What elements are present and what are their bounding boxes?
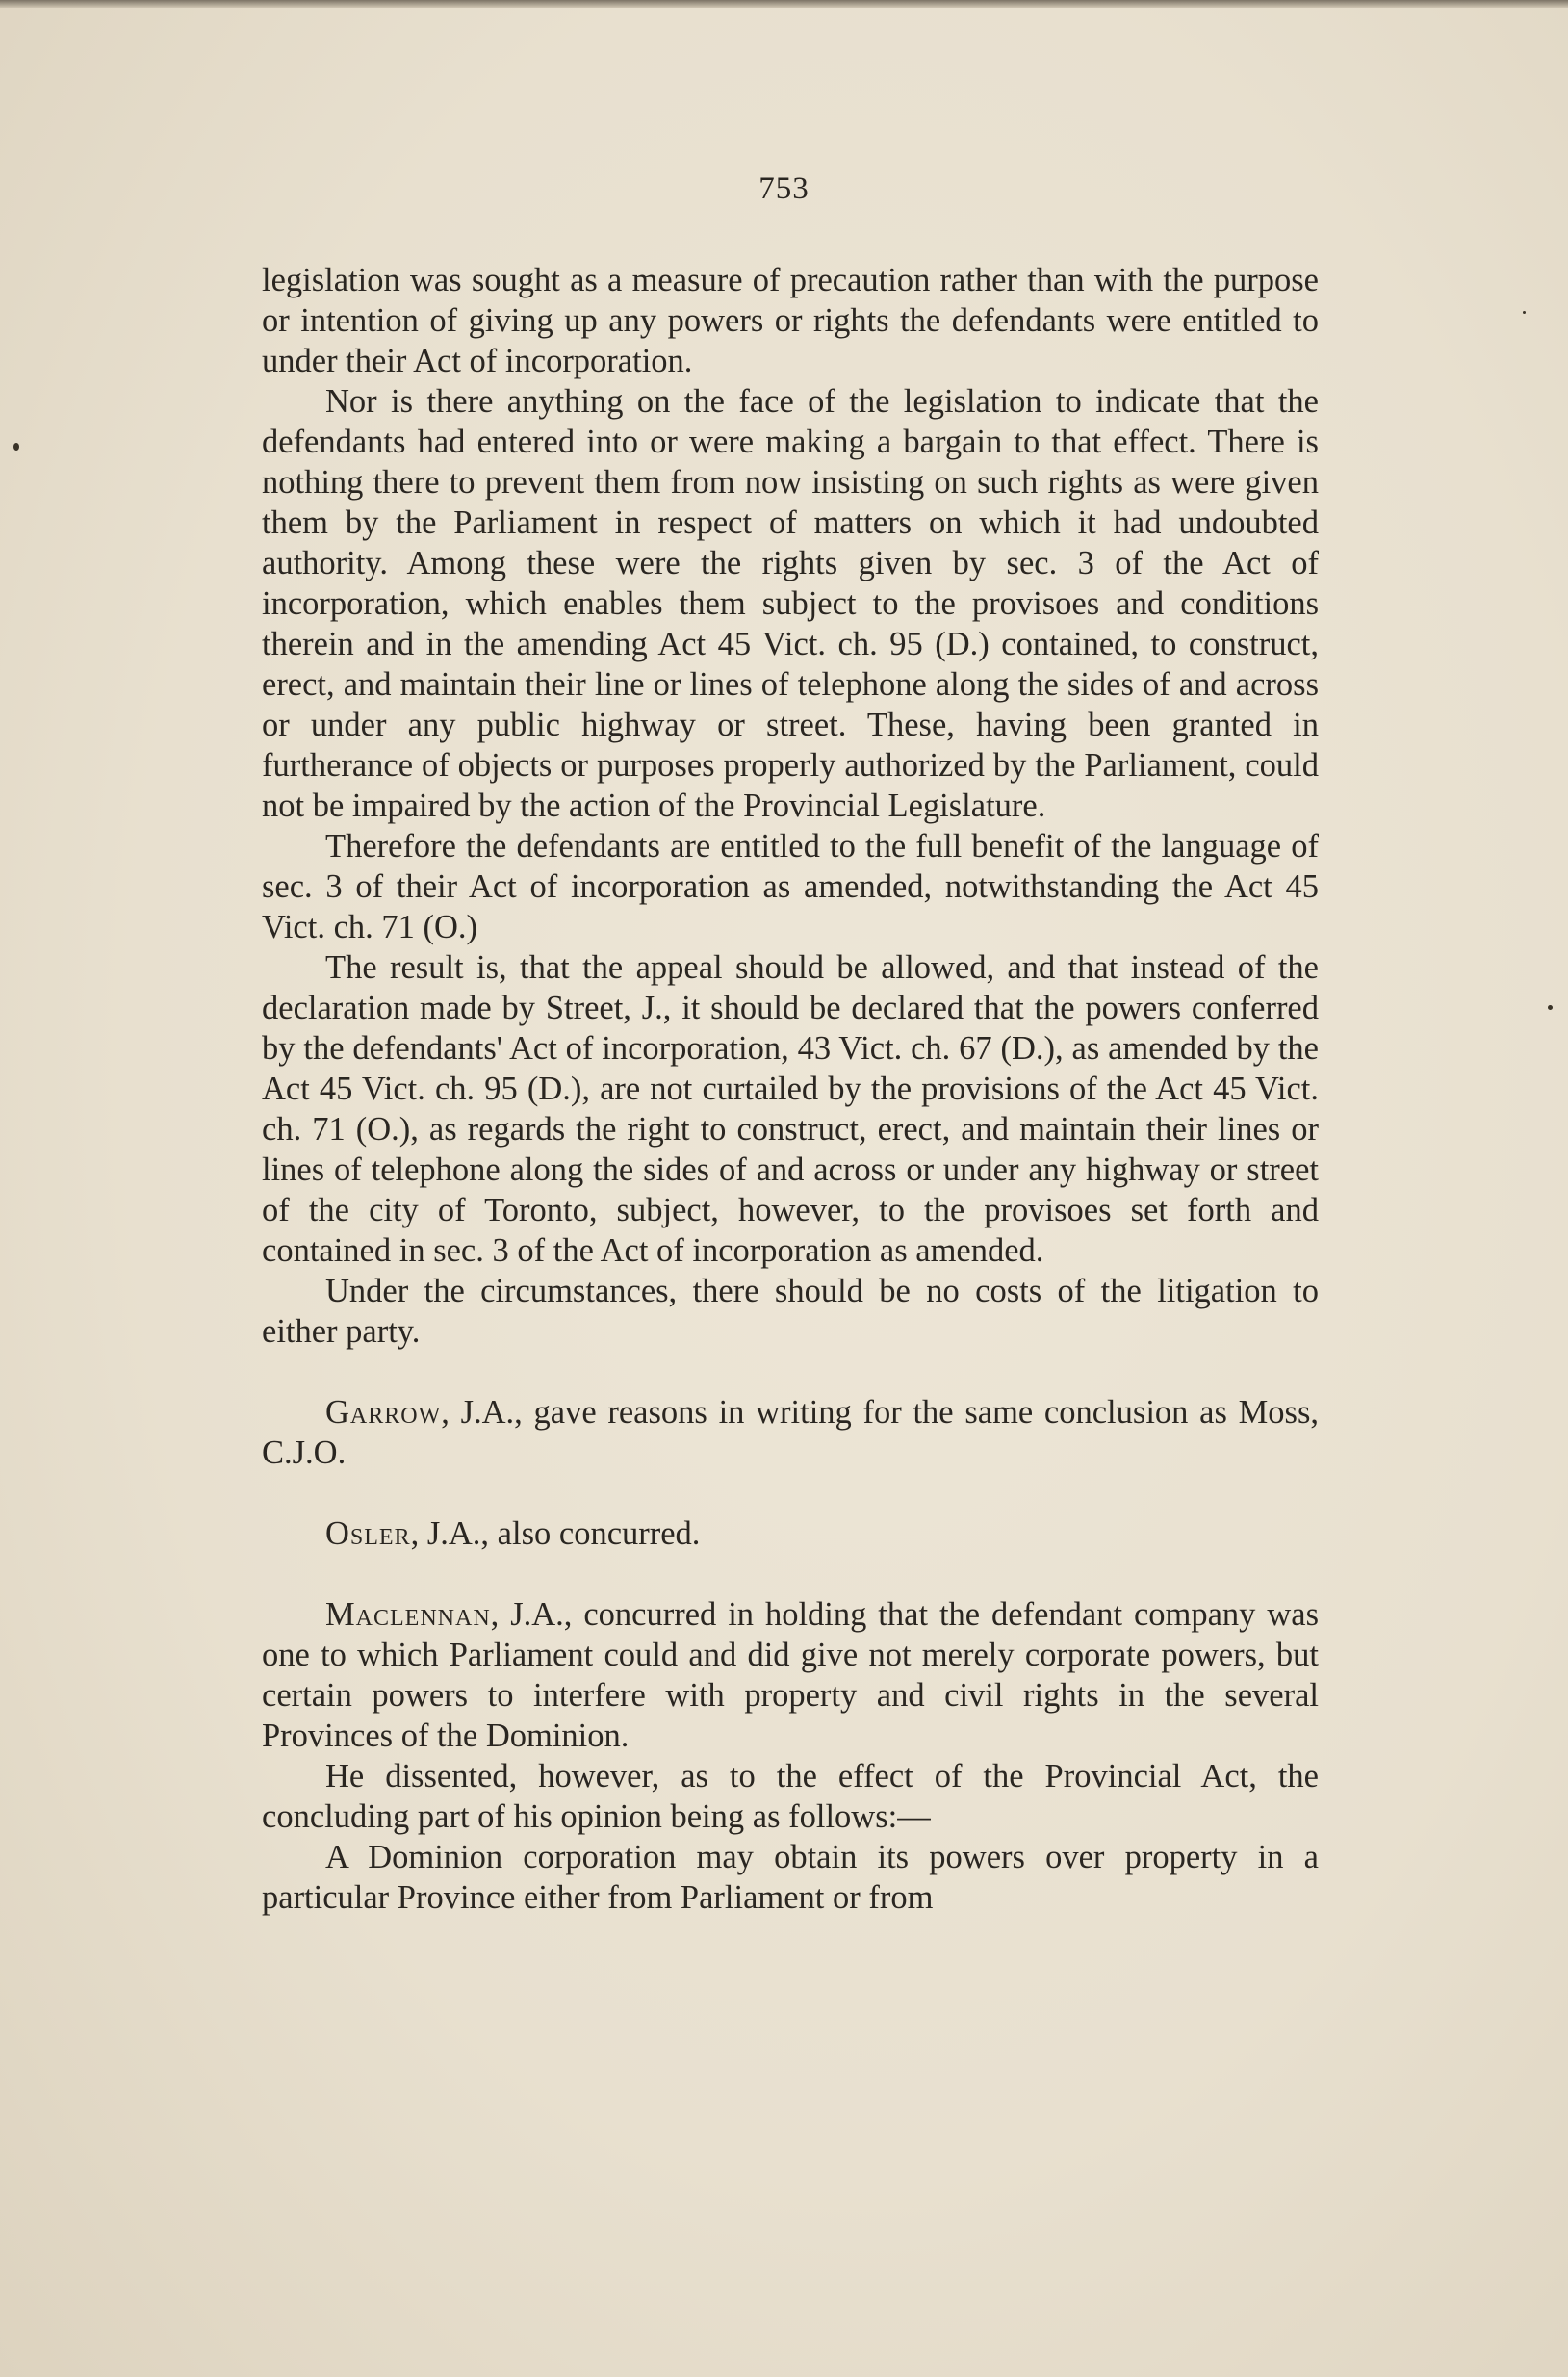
judge-name-maclennan: Maclennan (325, 1596, 491, 1633)
paragraph-garrow-text: , J.A., gave reasons in writing for the same conclusion as Moss, C.J.O. (262, 1394, 1319, 1471)
page-number: 753 (758, 171, 810, 206)
judge-name-osler: Osler (325, 1515, 411, 1552)
margin-speck (13, 443, 19, 451)
judge-name-garrow: Garrow (325, 1394, 442, 1431)
paragraph-maclennan (262, 1594, 1319, 1756)
paragraph-3: Therefore the defendants are entitled to the full benefit of the language of sec. 3 of their Act of incorporation as amended, notwithstanding the Act 45 Vict. ch. 71 (O.) (262, 828, 1319, 945)
paragraph-4: The result is, that the appeal should be allowed, and that instead of the declaration made by Street, J., it should be declared that the powers conferred by the defendants' Act of incorporation, 43 Vict. ch. 67 (D.), as amended by the Act 45 Vict. ch. 95 (D.), are not curtailed by the provisions of the Act 45 Vict. ch. 71 (O.), as regards the right to construct, erect, and maintain their lines or lines of telephone along the sides of and across or under any highway or street of the city of Toronto, subject, however, to the provisoes set forth and contained in sec. 3 of the Act of incorporation as amended. (262, 949, 1319, 1269)
paragraph-1: legislation was sought as a measure of precaution rather than with the purpose or intention of giving up any powers or rights the defendants were entitled to under their Act of incorporation. (262, 262, 1319, 379)
body-text (262, 260, 1319, 1918)
page-top-edge (0, 0, 1568, 8)
paragraph-osler-text: , J.A., also concurred. (410, 1515, 701, 1552)
margin-speck (1523, 311, 1526, 314)
paragraph-dissent: He dissented, however, as to the effect of the Provincial Act, the concluding part of his opinion being as follows:— (262, 1758, 1319, 1835)
paragraph-osler (262, 1513, 1319, 1554)
paragraph-final: A Dominion corporation may obtain its powers over property in a particular Province either from Parliament or from (262, 1839, 1319, 1916)
paragraph-garrow (262, 1392, 1319, 1473)
paragraph-2: Nor is there anything on the face of the legislation to indicate that the defendants had entered into or were making a bargain to that effect. There is nothing there to prevent them from now insisting on such rights as were given them by the Parliament in respect of matters on which it had undoubted authority. Among these were the rights given by sec. 3 of the Act of incorporation, which enables them subject to the provisoes and conditions therein and in the amending Act 45 Vict. ch. 95 (D.) contained, to construct, erect, and maintain their line or lines of telephone along the sides of and across or under any public highway or street. These, having been granted in furtherance of objects or purposes properly authorized by the Parliament, could not be impaired by the action of the Provincial Legislature. (262, 383, 1319, 824)
margin-speck (1548, 1005, 1553, 1010)
paragraph-5: Under the circumstances, there should be no costs of the litigation to either party. (262, 1273, 1319, 1350)
paragraph-maclennan-text: , J.A., concurred in holding that the defendant company was one to which Parliament could and did give not merely corporate powers, but certain powers to interfere with property and civil rights in the several Provinces of the Dominion. (262, 1596, 1319, 1754)
